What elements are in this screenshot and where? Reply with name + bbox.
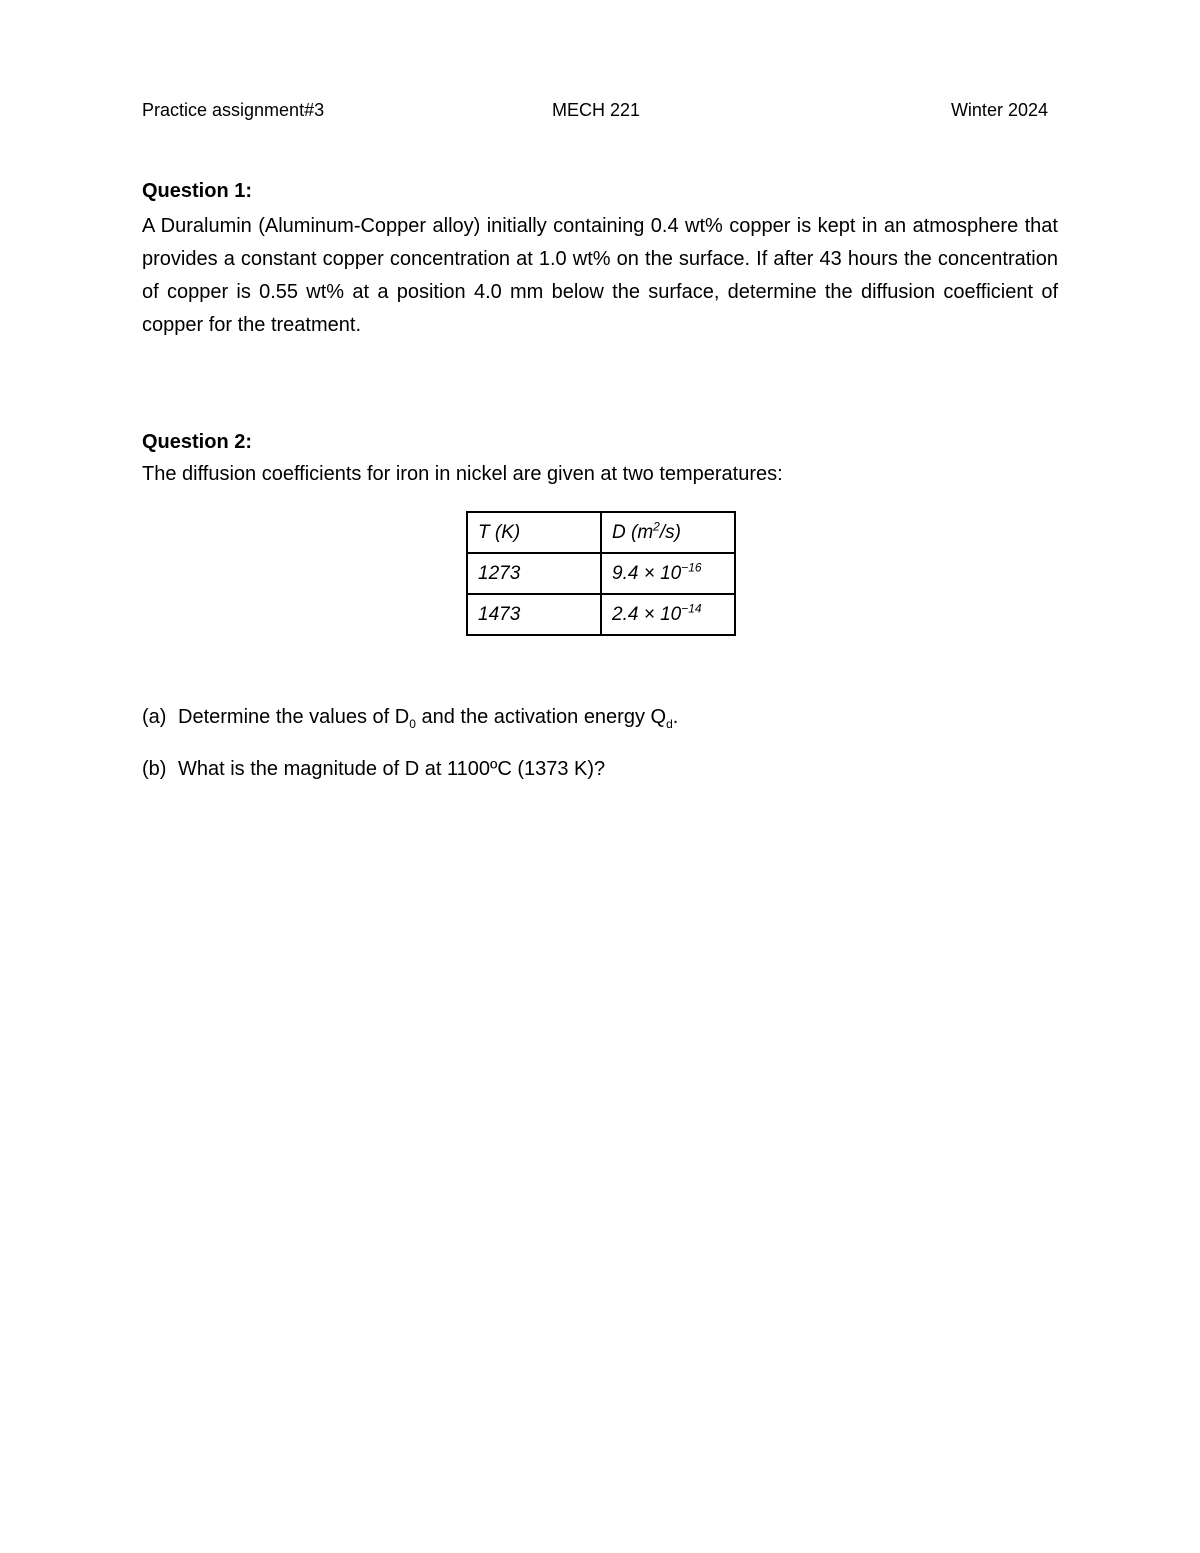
d-exponent: −16 xyxy=(681,560,702,575)
d-base: 2.4 × 10 xyxy=(612,603,682,625)
header-d-prefix: D (m xyxy=(612,521,654,543)
header-assignment-title: Practice assignment#3 xyxy=(142,100,325,120)
table-row xyxy=(467,594,735,635)
part-b-text: What is the magnitude of D at 1100ºC (1373 K)? xyxy=(178,758,606,780)
question-2-part-a xyxy=(142,706,678,729)
header-term: Winter 2024 xyxy=(950,100,1048,120)
table-cell-temperature: 1273 xyxy=(467,553,601,594)
table-row xyxy=(467,553,735,594)
question-2-part-b xyxy=(142,758,605,781)
header-d-suffix: /s) xyxy=(659,521,681,543)
question-1-heading: Question 1: xyxy=(142,180,253,202)
question-2-intro: The diffusion coefficients for iron in nickel are given at two temperatures: xyxy=(142,463,783,485)
part-b-label: (b) xyxy=(142,758,167,780)
part-a-label: (a) xyxy=(142,706,167,728)
part-a-text-2: and the activation energy Q xyxy=(415,706,667,728)
question-1-body: A Duralumin (Aluminum-Copper alloy) initially containing 0.4 wt% copper is kept in an atmosphere that provides a constant copper concentration at 1.0 wt% on the surface. If after 43 hours the concentration of copper is 0.55 wt% at a position 4.0 mm below the surface, determine the diffusion coefficient of copper for the treatment. xyxy=(142,215,1058,336)
table-header-temperature: T (K) xyxy=(467,512,601,553)
table-cell-diffusion-coefficient xyxy=(601,553,735,594)
diffusion-data-table xyxy=(466,511,736,636)
table-cell-temperature: 1473 xyxy=(467,594,601,635)
part-a-text-3: . xyxy=(672,706,679,728)
header-d-superscript: 2 xyxy=(653,519,660,534)
table-header-row xyxy=(467,512,735,553)
table-header-diffusion-coefficient xyxy=(601,512,735,553)
header-course-code: MECH 221 xyxy=(552,100,641,120)
d-exponent: −14 xyxy=(681,601,702,616)
question-2-heading: Question 2: xyxy=(142,431,253,453)
table-cell-diffusion-coefficient xyxy=(601,594,735,635)
d-base: 9.4 × 10 xyxy=(612,562,682,584)
page-header xyxy=(142,100,1048,124)
part-a-subscript-d: d xyxy=(666,717,673,731)
part-a-text-1: Determine the values of D xyxy=(178,706,410,728)
part-a-subscript-0: 0 xyxy=(409,717,416,731)
